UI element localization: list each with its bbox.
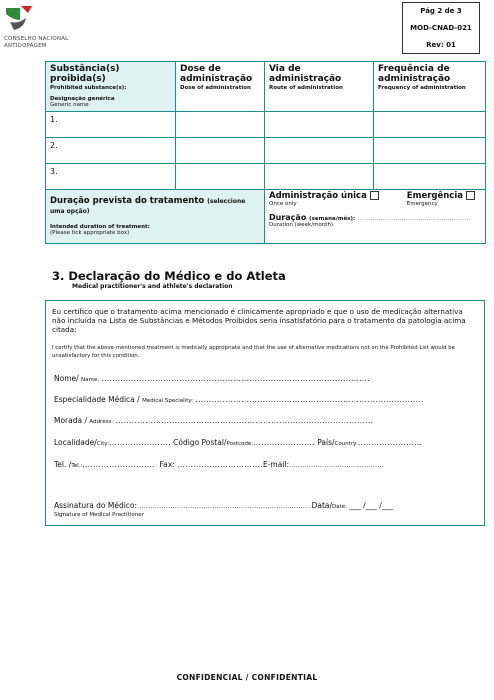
confidential-footer: CONFIDENCIAL / CONFIDENTIAL — [176, 673, 318, 682]
signature-label: Assinatura do Médico: — [54, 501, 138, 510]
substance-cell-1[interactable]: 1. — [46, 111, 176, 137]
specialty-label: Especialidade Médica / — [54, 395, 140, 404]
specialty-input[interactable]: ..................................................................................... — [195, 395, 424, 404]
address-label: Morada / — [54, 416, 88, 425]
duration-en: Duration (week/month) — [269, 222, 334, 228]
signature-input[interactable]: .............................................................................. — [139, 503, 312, 510]
dose-column-header — [176, 62, 265, 112]
section-3-title: 3. Declaração do Médico e do Atleta — [52, 269, 286, 283]
dose-cell-1[interactable] — [176, 111, 265, 137]
logo-line-1: CONSELHO NACIONAL — [4, 36, 69, 42]
emergency-checkbox[interactable] — [466, 191, 475, 200]
table-row — [46, 163, 486, 189]
once-only-checkbox[interactable] — [370, 191, 379, 200]
signature-label-en: Signature of Medical Practitioner — [54, 512, 144, 518]
address-input[interactable]: ................................................................................................ — [115, 416, 374, 425]
frequency-cell-3[interactable] — [374, 163, 486, 189]
intended-duration-label: Duração prevista do tratamento — [50, 195, 205, 206]
frequency-header-title: Frequência de administração — [378, 64, 451, 84]
tick-box-instruction: (Please tick appropriate box) — [50, 230, 130, 236]
substances-table — [45, 61, 486, 244]
tel-input[interactable]: ........................... — [82, 460, 155, 469]
duration-label: Duração — [269, 213, 307, 222]
name-label: Nome/ — [54, 374, 79, 383]
form-code: MOD-CNAD-021 — [410, 24, 472, 32]
city-postcode-country-row — [54, 438, 422, 447]
city-input[interactable]: ....................... — [109, 438, 171, 447]
name-input[interactable]: .................................................................................................... — [101, 374, 370, 383]
date-label: Data/ — [311, 501, 333, 510]
emergency-en: Emergency — [406, 200, 438, 207]
logo-text — [4, 36, 84, 49]
email-input[interactable]: ........................................... — [289, 462, 384, 469]
duration-field[interactable] — [269, 213, 481, 222]
table-row — [46, 111, 486, 137]
logo-line-2: ANTIDOPAGEM — [4, 42, 47, 49]
duration-row — [46, 189, 486, 243]
once-only-option[interactable] — [269, 191, 379, 201]
dose-header-title: Dose de administração — [180, 64, 253, 84]
address-field[interactable] — [54, 416, 373, 425]
route-column-header — [265, 62, 374, 112]
intended-duration-note: (seleccione uma opção) — [50, 197, 246, 215]
intended-duration-en: Intended duration of treatment: — [50, 223, 150, 230]
once-only-label: Administração única — [269, 190, 367, 201]
generic-name-label: Designação genérica — [50, 95, 115, 102]
frequency-cell-1[interactable] — [374, 111, 486, 137]
specialty-label-en: Medical Speciality: — [142, 398, 194, 404]
route-cell-3[interactable] — [265, 163, 374, 189]
email-label: E-mail: — [262, 460, 290, 469]
duration-unit: (semana/mês): — [309, 216, 356, 222]
dose-cell-2[interactable] — [176, 137, 265, 163]
dose-header-en: Dose of administration — [180, 85, 251, 91]
date-input[interactable]: ___ /___ /___ — [349, 501, 394, 510]
address-label-en: Address: — [89, 419, 114, 425]
logo-mark-icon — [4, 4, 34, 34]
tel-label-en: Tel.: — [71, 463, 83, 469]
postcode-label-en: Postcode: — [226, 441, 254, 447]
once-only-en: Once only — [269, 200, 297, 207]
route-cell-2[interactable] — [265, 137, 374, 163]
country-input[interactable]: ........................ — [357, 438, 423, 447]
frequency-cell-2[interactable] — [374, 137, 486, 163]
substance-cell-2[interactable]: 2. — [46, 137, 176, 163]
signature-row — [54, 501, 393, 510]
declaration-box — [45, 300, 485, 526]
city-label: Localidade/ — [54, 438, 97, 447]
country-label: País/ — [317, 438, 335, 447]
specialty-field[interactable] — [54, 395, 424, 404]
date-label-en: Date: — [332, 504, 348, 510]
country-label-en: Country: — [334, 441, 358, 447]
substance-header-title: Substância(s) proibida(s) — [50, 64, 120, 84]
substance-cell-3[interactable]: 3. — [46, 163, 176, 189]
page-number: Pág 2 de 3 — [420, 7, 462, 15]
postcode-label: Código Postal/ — [173, 438, 227, 447]
city-label-en: City: — [96, 441, 110, 447]
frequency-header-en: Frequency of administration — [378, 85, 466, 91]
duration-input[interactable]: ...................................................... — [357, 216, 471, 222]
intended-duration-cell — [46, 189, 265, 243]
substance-header-en: Prohibited substance(s): — [50, 85, 127, 91]
route-header-title: Via de administração — [269, 64, 342, 84]
frequency-column-header — [374, 62, 486, 112]
contact-row — [54, 460, 384, 469]
emergency-label: Emergência — [406, 190, 463, 201]
fax-label: Fax: — [159, 460, 175, 469]
tel-label: Tel. / — [54, 460, 72, 469]
document-header-box — [402, 2, 480, 54]
route-header-en: Route of administration — [269, 85, 343, 91]
substances-header-row — [46, 62, 486, 112]
route-cell-1[interactable] — [265, 111, 374, 137]
fax-input[interactable]: ................................ — [177, 460, 263, 469]
revision: Rev: 01 — [426, 41, 456, 49]
emergency-option[interactable] — [407, 191, 475, 201]
section-3-subtitle: Medical practitioner's and athlete's declaration — [72, 283, 233, 290]
generic-name-en: Generic name — [50, 102, 89, 108]
declaration-text-pt: Eu certifico que o tratamento acima mencionado é clinicamente apropriado e que o uso de medicação alternativa não incluída na Lista de Substâncias e Métodos Proibidos seria insatisfatório para o tratamento da patologia acima citada: — [52, 307, 466, 334]
dose-cell-3[interactable] — [176, 163, 265, 189]
substance-column-header — [46, 62, 176, 112]
duration-options-cell — [265, 189, 486, 243]
table-row — [46, 137, 486, 163]
name-label-en: Name: — [81, 377, 100, 383]
intended-duration-title — [50, 196, 260, 216]
postcode-input[interactable]: ....................... — [253, 438, 315, 447]
declaration-text-en: I certify that the above-mentioned treatment is medically appropriate and that the use of alternative medications not on the Prohibited List would be unsatisfactory for this condition. — [52, 345, 455, 359]
logo — [4, 4, 84, 49]
name-field[interactable] — [54, 374, 370, 383]
